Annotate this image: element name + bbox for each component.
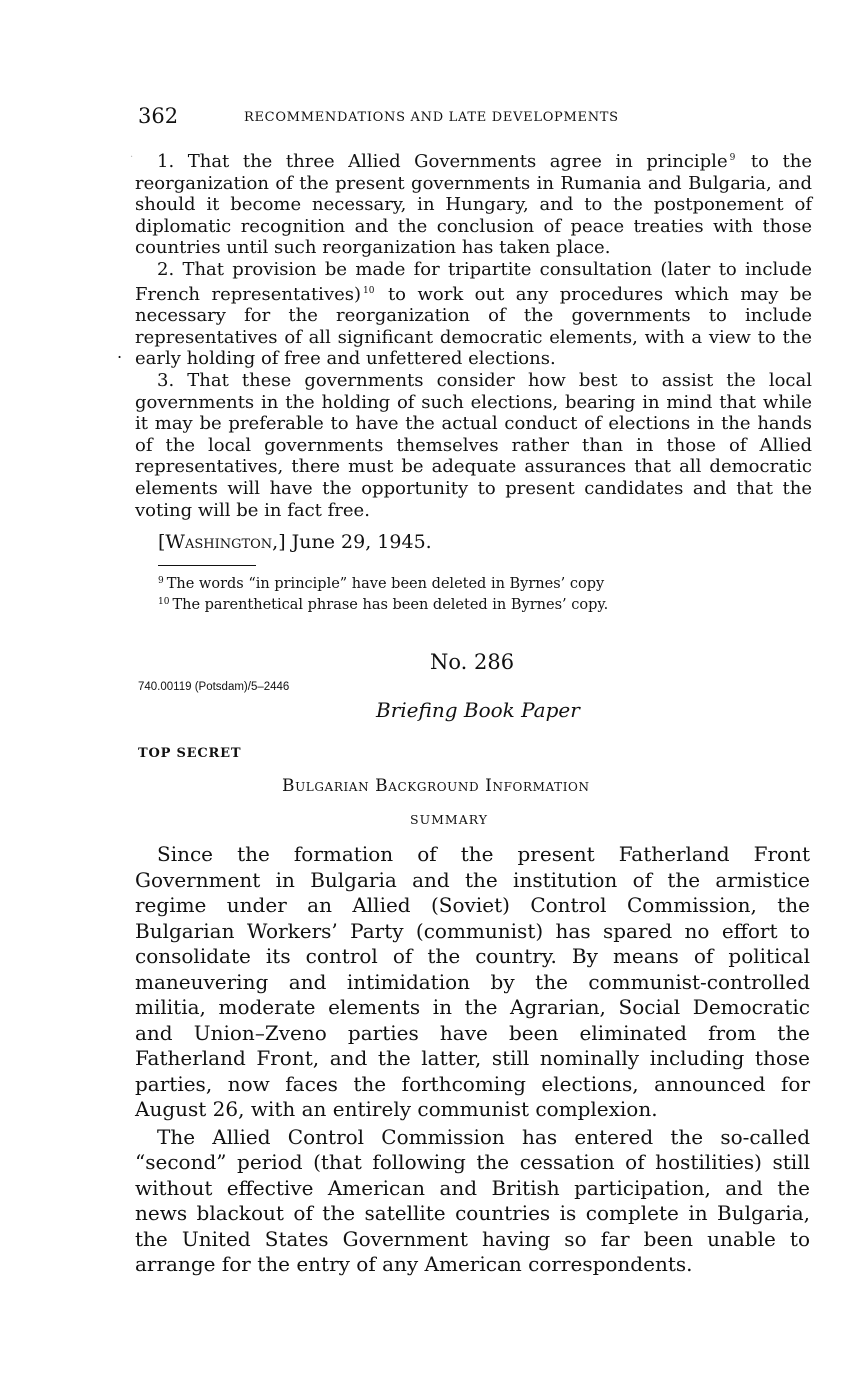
margin-dot: . [117,343,123,362]
summary-paragraph-1: Since the formation of the present Fatherland Front Government in Bulgaria and the institution of the armistice regime under an Allied (Soviet) Control Commission, the Bulgarian Workers’ Party (communist) has spared no effort to consolidate its control of the country. By means of political maneuvering and intimidation by the communist-controlled militia, moderate elements in the Agrarian, Social Democratic and Union–Zveno parties have been eliminated from the Fatherland Front, and the latter, still nominally including those parties, now faces the forthcoming elections, announced for August 26, with an entirely communist complexion. [135,842,810,1121]
footnote-9: $^9$ The words “in principle” have been deleted in Byrnes’ copy [158,576,605,592]
footnote-ref-10: 10 [363,285,375,296]
place: [Washington,] [158,531,286,553]
recommendation-1: 1. That the three Allied Governments agree in principle $^9$ to the reorganization of the present governments in Rumania and Bulgaria, and should it become necessary, in Hungary, and to the postponement of diplomatic recognition and the conclusion of peace treaties with those countries until such reorganization has taken place. [135,151,812,259]
margin-mark: · [130,152,134,163]
page-number: 362 [138,104,179,128]
footnote-ref-9: 9 [729,153,736,163]
document-number: No. 286 [430,650,515,674]
place-date [158,531,432,553]
section-heading: SUMMARY [410,812,489,827]
summary-paragraph-2: The Allied Control Commission has entered the so-called “second” period (that following the cessation of hostilities) still without effective American and British participation, and the news blackout of the satellite countries is complete in Bulgaria, the United States Government having so far been unable to arrange for the entry of any American correspondents. [135,1124,810,1276]
date: June 29, 1945. [291,531,432,553]
classification: TOP SECRET [138,746,242,761]
file-reference: 740.00119 (Potsdam)/5–2446 [138,681,290,693]
running-head: RECOMMENDATIONS AND LATE DEVELOPMENTS [244,110,619,125]
page-header [138,104,810,130]
footnotes [158,572,718,614]
recommendations-list [135,148,812,521]
document-title: Bulgarian Background Information [282,776,590,796]
footnote-rule [158,565,256,566]
recommendation-2: 2. That provision be made for tripartite consultation (later to include French representatives) $^{10}$ to work out any procedures which may be necessary for the reorganization of the governments to include representatives of all significant democratic elements, with a view to the early holding of free and unfettered elections. [135,258,812,370]
footnote-10: $^{10}$ The parenthetical phrase has been deleted in Byrnes’ copy. [158,597,609,613]
summary-body [135,842,810,1280]
document-type: Briefing Book Paper [376,698,580,722]
recommendation-3: 3. That these governments consider how best to assist the local governments in the holding of such elections, bearing in mind that while it may be preferable to have the actual conduct of elections in the hands of the local governments themselves rather than in those of Allied representatives, there must be adequate assurances that all democratic elements will have the opportunity to present candidates and that the voting will be in fact free. [135,369,812,521]
